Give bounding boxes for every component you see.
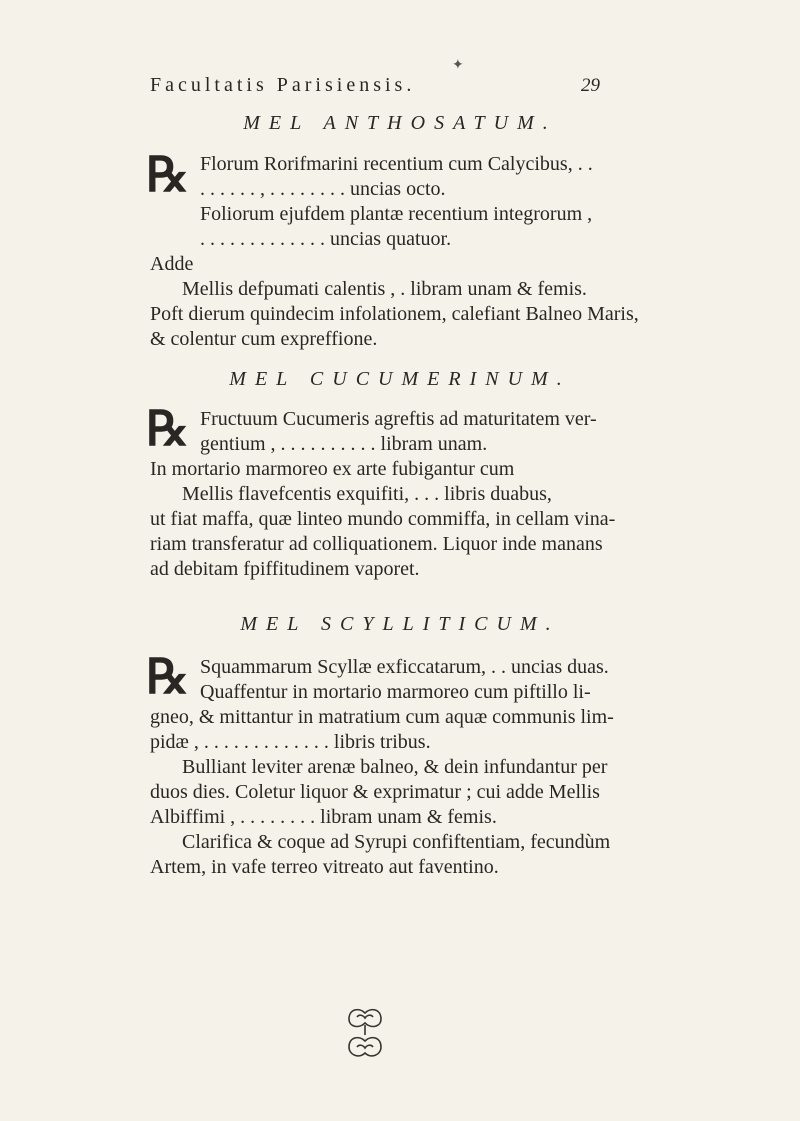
section-body-mel-cucumerinum <box>150 407 616 582</box>
text-line: Foliorum ejufdem plantæ recentium integrorum , <box>200 203 593 225</box>
text-line: gneo, & mittantur in matratium cum aquæ communis lim- <box>150 706 614 728</box>
running-head <box>150 74 600 97</box>
section-title-mel-scylliticum: MEL SCYLLITICUM. <box>240 613 560 635</box>
section-title-mel-cucumerinum: MEL CUCUMERINUM. <box>229 368 571 390</box>
text-line: . . . . . . . . . . . . . uncias quatuor. <box>200 228 452 250</box>
recipe-symbol-icon: ℞ <box>146 403 190 456</box>
recipe-symbol-icon: ℞ <box>146 651 190 704</box>
section-title-mel-anthosatum: MEL ANTHOSATUM. <box>243 112 557 134</box>
fleuron-icon <box>345 1005 385 1065</box>
text-line: Fructuum Cucumeris agreftis ad maturitatem ver- <box>200 408 597 430</box>
text-line: Mellis defpumati calentis , . libram unam & femis. <box>182 278 587 300</box>
text-line: . . . . . . , . . . . . . . . uncias octo. <box>200 178 446 200</box>
running-head-title: Facultatis Parisiensis. <box>150 74 416 96</box>
section-body-mel-anthosatum <box>150 152 639 352</box>
text-line: Quaffentur in mortario marmoreo cum piftillo li- <box>200 681 591 703</box>
recipe-symbol-icon: ℞ <box>146 149 190 202</box>
text-line: Adde <box>150 253 194 275</box>
text-line: pidæ , . . . . . . . . . . . . . libris tribus. <box>150 731 431 753</box>
text-line: ad debitam fpiffitudinem vaporet. <box>150 558 420 580</box>
text-line: Florum Rorifmarini recentium cum Calycibus, . . <box>200 153 593 175</box>
text-line: Albiffimi , . . . . . . . . libram unam & femis. <box>150 806 497 828</box>
section-body-mel-scylliticum <box>150 655 614 880</box>
text-line: riam transferatur ad colliquationem. Liquor inde manans <box>150 533 603 555</box>
text-line: gentium , . . . . . . . . . . libram unam. <box>200 433 488 455</box>
text-line: Squammarum Scyllæ exficcatarum, . . uncias duas. <box>200 656 609 678</box>
text-line: & colentur cum expreffione. <box>150 328 378 350</box>
text-line: ut fiat maffa, quæ linteo mundo commiffa, in cellam vina- <box>150 508 616 530</box>
text-line: Poft dierum quindecim infolationem, calefiant Balneo Maris, <box>150 303 639 325</box>
text-line: Bulliant leviter arenæ balneo, & dein infundantur per <box>182 756 608 778</box>
printer-mark: ✦ <box>452 58 464 73</box>
text-line: In mortario marmoreo ex arte fubigantur cum <box>150 458 515 480</box>
text-line: Artem, in vafe terreo vitreato aut faventino. <box>150 856 499 878</box>
text-line: Clarifica & coque ad Syrupi confiftentiam, fecundùm <box>182 831 611 853</box>
text-line: duos dies. Coletur liquor & exprimatur ; cui adde Mellis <box>150 781 600 803</box>
page-number: 29 <box>581 75 600 96</box>
text-line: Mellis flavefcentis exquifiti, . . . libris duabus, <box>182 483 552 505</box>
